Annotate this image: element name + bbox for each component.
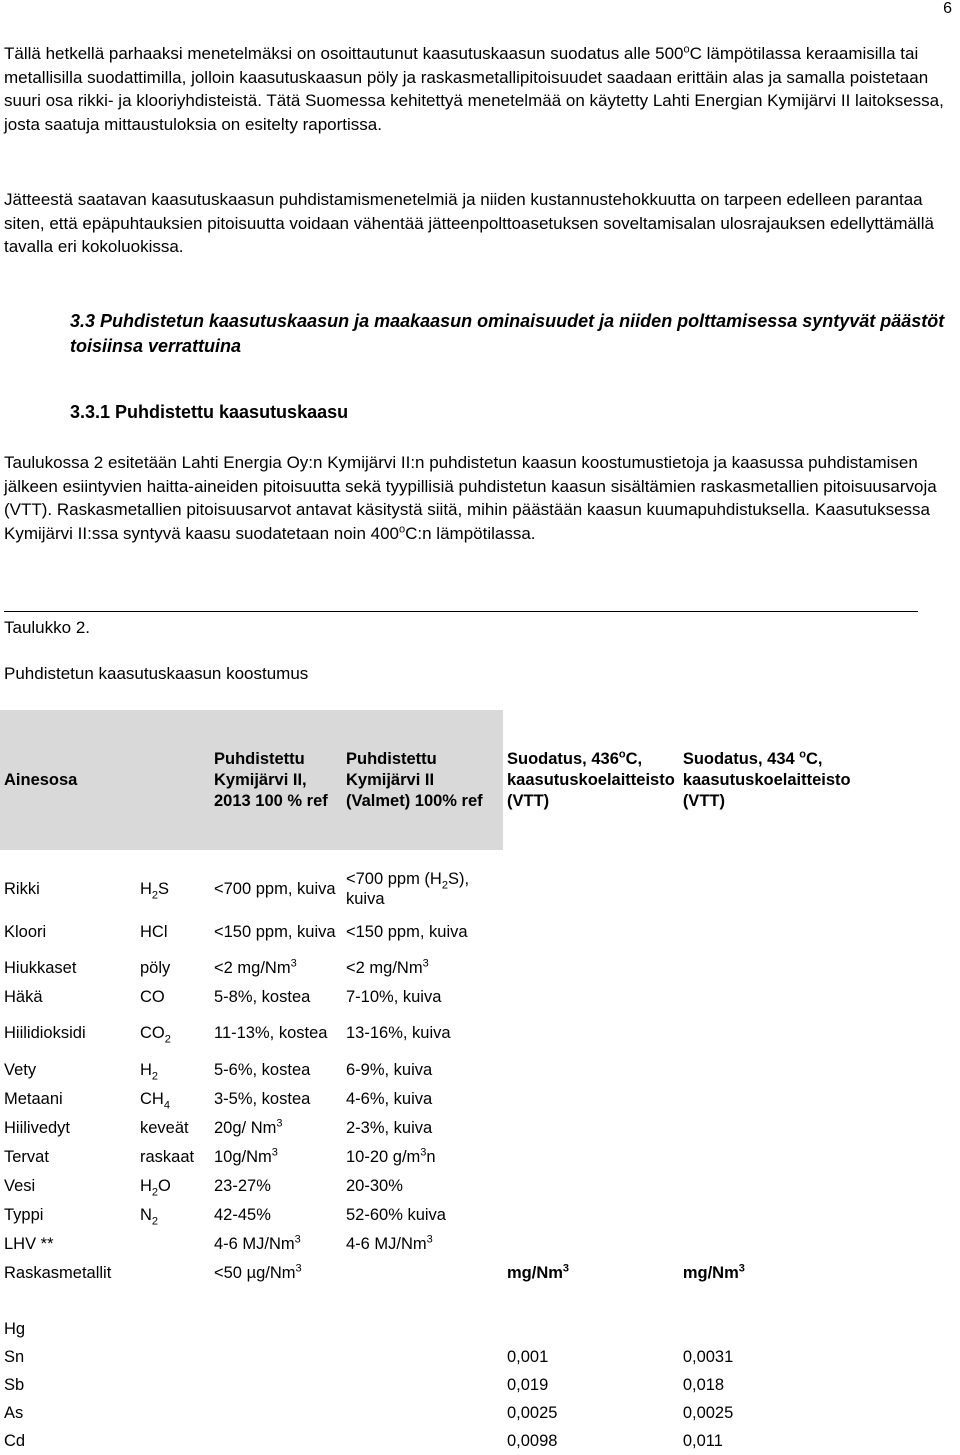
cell-value-valmet: 20-30% bbox=[346, 1176, 403, 1195]
cell-name: Vety bbox=[4, 1060, 37, 1079]
cell-value-valmet: 52-60% kuiva bbox=[346, 1205, 446, 1224]
table-row bbox=[0, 1399, 883, 1427]
cell-name: Kloori bbox=[4, 923, 47, 941]
cell-formula: $H_2O$ bbox=[140, 1176, 171, 1198]
table-row bbox=[0, 866, 883, 911]
table-row bbox=[0, 1055, 883, 1084]
table-row bbox=[0, 1113, 883, 1142]
cell-formula: $N_2$ bbox=[140, 1205, 159, 1227]
cell-name: Tervat bbox=[4, 1147, 49, 1166]
cell-name: Häkä bbox=[4, 987, 43, 1006]
table-row bbox=[0, 1084, 883, 1113]
cell-value-2013: 42-45% bbox=[214, 1205, 271, 1224]
cell-value-436 bbox=[503, 1315, 679, 1343]
table-row bbox=[0, 1011, 883, 1055]
page-number: 6 bbox=[943, 0, 952, 17]
table-header-row bbox=[0, 710, 883, 850]
table-row bbox=[0, 1315, 883, 1343]
cell-value-valmet: <150 ppm, kuiva bbox=[346, 923, 468, 941]
cell-value-2013: <2 mg/Nm$^3$ bbox=[214, 957, 297, 977]
cell-value-2013: <700 ppm, kuiva bbox=[214, 879, 336, 898]
cell-value-valmet: 4-6%, kuiva bbox=[346, 1089, 433, 1108]
table-description-paragraph: Taulukossa 2 esitetään Lahti Energia Oy:n Kymijärvi II:n puhdistetun kaasun koostumustietoja ja kaasussa puhdistamisen jälkeen esiintyvien haitta-aineiden pitoisuutta sekä tyypillisiä puhdistetun kaasun sisältämien raskasmetallien pitoisuusarvoja (VTT). Raskasmetallien pitoisuusarvot antavat käsitystä siitä, mihin päästään kaasun kuumapuhdistuksella. Kaasutuksessa Kymijärvi II:ssa syntyvä kaasu suodatetaan noin 400$^o$C:n lämpötilassa. bbox=[4, 453, 937, 543]
cell-formula: CO bbox=[140, 987, 165, 1006]
cell-name: As bbox=[4, 1404, 24, 1422]
table-row bbox=[0, 1343, 883, 1371]
cell-name: Rikki bbox=[4, 879, 40, 898]
cell-value-2013: 11-13%, kostea bbox=[214, 1024, 328, 1042]
header-suodatus-434: Suodatus, 434 $^o$C, kaasutuskoelaitteisto (VTT) bbox=[679, 710, 883, 850]
table-caption-number: Taulukko 2. bbox=[4, 618, 90, 637]
cell-value-436: 0,0098 bbox=[507, 1432, 558, 1450]
cell-name: Raskasmetallit bbox=[4, 1263, 112, 1282]
table-row bbox=[0, 1229, 883, 1258]
cell-unit-436: mg/Nm$^3$ bbox=[507, 1262, 570, 1282]
cell-value-434: 0,0031 bbox=[682, 1348, 734, 1366]
cell-value-2013: 4-6 MJ/Nm$^3$ bbox=[214, 1233, 301, 1253]
cell-formula: $CO_2$ bbox=[140, 1024, 171, 1046]
cell-value-434: 0,018 bbox=[682, 1376, 725, 1394]
methods-paragraph: Jätteestä saatavan kaasutuskaasun puhdistamismenetelmiä ja niiden kustannustehokkuutta on tarpeen edelleen parantaa siten, että epäpuhtauksien pitoisuutta voidaan vähentää jätteenpolttoasetuksen soveltamisalan ulosrajauksen edellyttämällä tavalla eri kokoluokissa. bbox=[4, 190, 934, 256]
cell-value-valmet: 13-16%, kuiva bbox=[346, 1024, 451, 1042]
cell-value-valmet: 6-9%, kuiva bbox=[346, 1060, 433, 1079]
table-row bbox=[0, 1427, 883, 1455]
table-row bbox=[0, 1171, 883, 1200]
cell-formula: keveät bbox=[140, 1118, 189, 1137]
intro-paragraph: Tällä hetkellä parhaaksi menetelmäksi on osoittautunut kaasutuskaasun suodatus alle 500$^o$C lämpötilassa keraamisilla tai metallisilla suodattimilla, jolloin kaasutuskaasun pöly ja raskasmetallipitoisuudet saadaan erittäin alas ja samalla poistetaan suuri osa rikki- ja klooriyhdisteistä. Tätä Suomessa kehitettyä menetelmää on käytetty Lahti Energian Kymijärvi II laitoksessa, josta saatuja mittaustuloksia on esitelty raportissa. bbox=[4, 43, 944, 134]
cell-name: Metaani bbox=[4, 1089, 63, 1108]
cell-unit-434: mg/Nm$^3$ bbox=[682, 1262, 745, 1282]
header-formula bbox=[136, 710, 210, 850]
cell-value-436: 0,019 bbox=[507, 1376, 549, 1394]
cell-value-2013: <150 ppm, kuiva bbox=[214, 923, 336, 941]
cell-formula: HCl bbox=[140, 923, 168, 941]
composition-table bbox=[0, 710, 883, 1455]
table-row bbox=[0, 1258, 883, 1287]
cell-value-valmet: 7-10%, kuiva bbox=[346, 987, 442, 1006]
cell-value-434 bbox=[679, 1315, 883, 1343]
cell-formula: pöly bbox=[140, 958, 171, 977]
table-row bbox=[0, 911, 883, 953]
table-row bbox=[0, 1371, 883, 1399]
table-row bbox=[0, 953, 883, 982]
table-caption-title: Puhdistetun kaasutuskaasun koostumus bbox=[4, 664, 309, 683]
header-suodatus-436: Suodatus, 436$^o$C, kaasutuskoelaitteisto (VTT) bbox=[503, 710, 679, 850]
cell-name: LHV ** bbox=[4, 1234, 54, 1253]
cell-formula: $H_2$ bbox=[140, 1060, 159, 1082]
header-ainesosa: Ainesosa bbox=[0, 710, 136, 850]
table-row bbox=[0, 1200, 883, 1229]
cell-value-2013: 3-5%, kostea bbox=[214, 1089, 311, 1108]
cell-value-valmet: <700 ppm $(H_2S)$, kuiva bbox=[346, 869, 470, 908]
cell-name: Sn bbox=[4, 1348, 25, 1366]
cell-value-2013: <50 µg/Nm$^3$ bbox=[214, 1262, 302, 1282]
cell-name: Cd bbox=[4, 1432, 26, 1450]
cell-value-valmet: <2 mg/Nm$^3$ bbox=[346, 957, 429, 977]
cell-name: Hiilidioksidi bbox=[4, 1024, 86, 1042]
cell-formula: $CH_4$ bbox=[140, 1089, 170, 1111]
table-spacer bbox=[0, 1287, 883, 1315]
cell-value-2013: 23-27% bbox=[214, 1176, 271, 1195]
cell-name: Vesi bbox=[4, 1176, 36, 1195]
cell-value-valmet: 10-20 $g/m^3n$ bbox=[346, 1146, 436, 1166]
cell-name: Hg bbox=[4, 1320, 26, 1338]
cell-value-valmet: 4-6 MJ/Nm$^3$ bbox=[346, 1233, 433, 1253]
cell-value-valmet: 2-3%, kuiva bbox=[346, 1118, 433, 1137]
cell-value-2013: 5-8%, kostea bbox=[214, 987, 311, 1006]
cell-name: Hiukkaset bbox=[4, 958, 77, 977]
table-spacer bbox=[0, 850, 883, 866]
cell-name: Hiilivedyt bbox=[4, 1118, 71, 1137]
cell-name: Typpi bbox=[4, 1205, 44, 1224]
header-kymijarvi-valmet: Puhdistettu Kymijärvi II (Valmet) 100% ref bbox=[342, 710, 503, 850]
cell-value-436: 0,0025 bbox=[507, 1404, 558, 1422]
cell-value-2013: 10g/Nm$^3$ bbox=[214, 1146, 278, 1166]
cell-value-436: 0,001 bbox=[507, 1348, 549, 1366]
caption-rule bbox=[4, 611, 918, 612]
header-kymijarvi-2013: Puhdistettu Kymijärvi II, 2013 100 % ref bbox=[210, 710, 342, 850]
cell-value-434: 0,0025 bbox=[682, 1404, 734, 1422]
table-row bbox=[0, 1142, 883, 1171]
table-row bbox=[0, 982, 883, 1011]
cell-formula: raskaat bbox=[140, 1147, 195, 1166]
section-heading-3-3: 3.3 Puhdistetun kaasutuskaasun ja maakaasun ominaisuudet ja niiden polttamisessa syntyvät päästöt toisiinsa verrattuina bbox=[70, 311, 945, 356]
cell-value-2013: 20g/ Nm$^3$ bbox=[214, 1117, 283, 1137]
cell-value-2013: 5-6%, kostea bbox=[214, 1060, 311, 1079]
cell-formula: $H_2S$ bbox=[140, 879, 170, 901]
cell-name: Sb bbox=[4, 1376, 25, 1394]
section-heading-3-3-1: 3.3.1 Puhdistettu kaasutuskaasu bbox=[70, 402, 349, 422]
cell-value-434: 0,011 bbox=[682, 1432, 723, 1450]
